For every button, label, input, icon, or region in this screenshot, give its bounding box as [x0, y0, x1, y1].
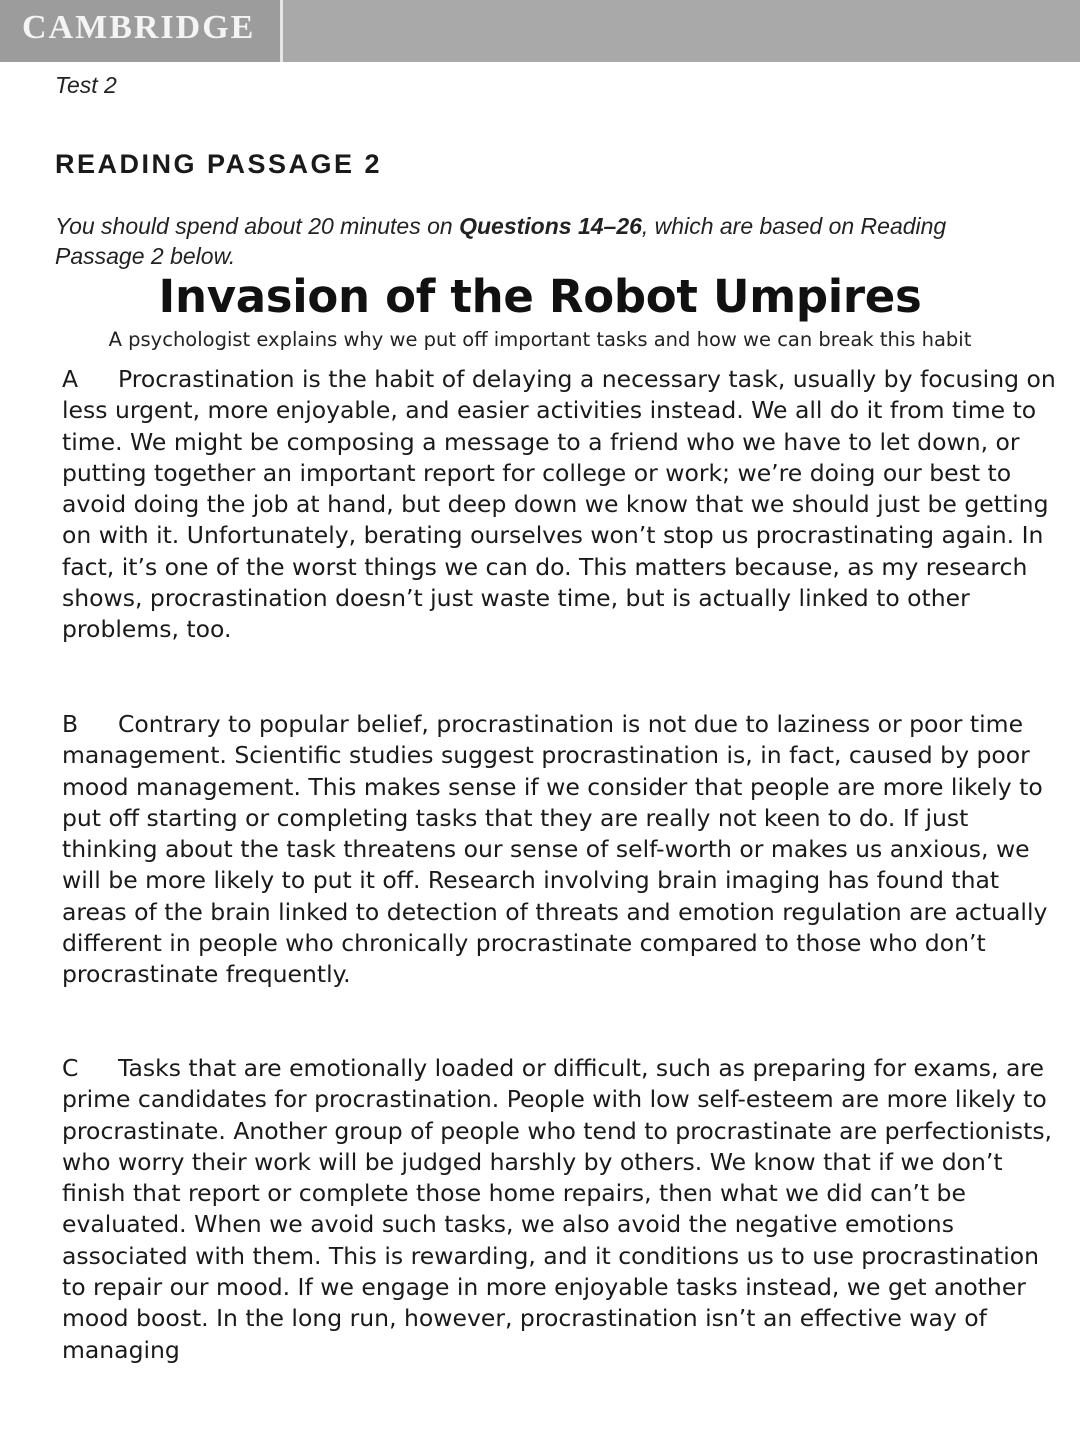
paragraph-c [62, 1053, 1062, 1366]
brand-box [0, 0, 283, 62]
instructions-suffix: , which are based on Reading Passage 2 below. [55, 213, 947, 269]
section-title: READING PASSAGE 2 [55, 149, 383, 179]
paragraph-text: Contrary to popular belief, procrastination is not due to laziness or poor time management. Scientific studies suggest procrastination is, in fact, caused by poor mood management. This makes sense if we consider that people are more likely to put off starting or completing tasks that they are really not keen to do. If just thinking about the task threatens our sense of self-worth or makes us anxious, we will be more likely to put it off. Research involving brain imaging has found that areas of the brain linked to detection of threats and emotion regulation are actually different in people who chronically procrastinate compared to those who don’t procrastinate frequently. [62, 710, 1048, 989]
paragraph-text: Tasks that are emotionally loaded or difficult, such as preparing for exams, are prime candidates for procrastination. People with low self-esteem are more likely to procrastinate. Another group of people who tend to procrastinate are perfectionists, who worry their work will be judged harshly by others. We know that if we don’t finish that report or complete those home repairs, then what we did can’t be evaluated. When we avoid such tasks, we also avoid the negative emotions associated with them. This is rewarding, and it conditions us to use procrastination to repair our mood. If we engage in more enjoyable tasks instead, we get another mood boost. In the long run, however, procrastination isn’t an effective way of managing [62, 1054, 1053, 1364]
instructions-prefix: You should spend about 20 minutes on [55, 213, 460, 239]
test-label: Test 2 [55, 72, 117, 98]
instructions [55, 211, 1030, 271]
paragraph-b [62, 709, 1062, 991]
paragraph-letter: A [62, 365, 79, 393]
paragraph-letter: C [62, 1054, 79, 1082]
instructions-questions: Questions 14–26 [459, 213, 642, 239]
passage-subtitle: A psychologist explains why we put off important tasks and how we can break this habit [108, 328, 972, 351]
paragraph-a [62, 364, 1062, 646]
paragraph-letter: B [62, 710, 79, 738]
header-bar [0, 0, 1080, 62]
passage-title: Invasion of the Robot Umpires [158, 270, 922, 323]
paragraph-text: Procrastination is the habit of delaying a necessary task, usually by focusing on less urgent, more enjoyable, and easier activities instead. We all do it from time to time. We might be composing a message to a friend who we have to let down, or putting together an important report for college or work; we’re doing our best to avoid doing the job at hand, but deep down we know that we should just be getting on with it. Unfortunately, berating ourselves won’t stop us procrastinating again. In fact, it’s one of the worst things we can do. This matters because, as my research shows, procrastination doesn’t just waste time, but is actually linked to other problems, too. [62, 365, 1056, 644]
brand-logo: CAMBRIDGE [22, 9, 256, 46]
